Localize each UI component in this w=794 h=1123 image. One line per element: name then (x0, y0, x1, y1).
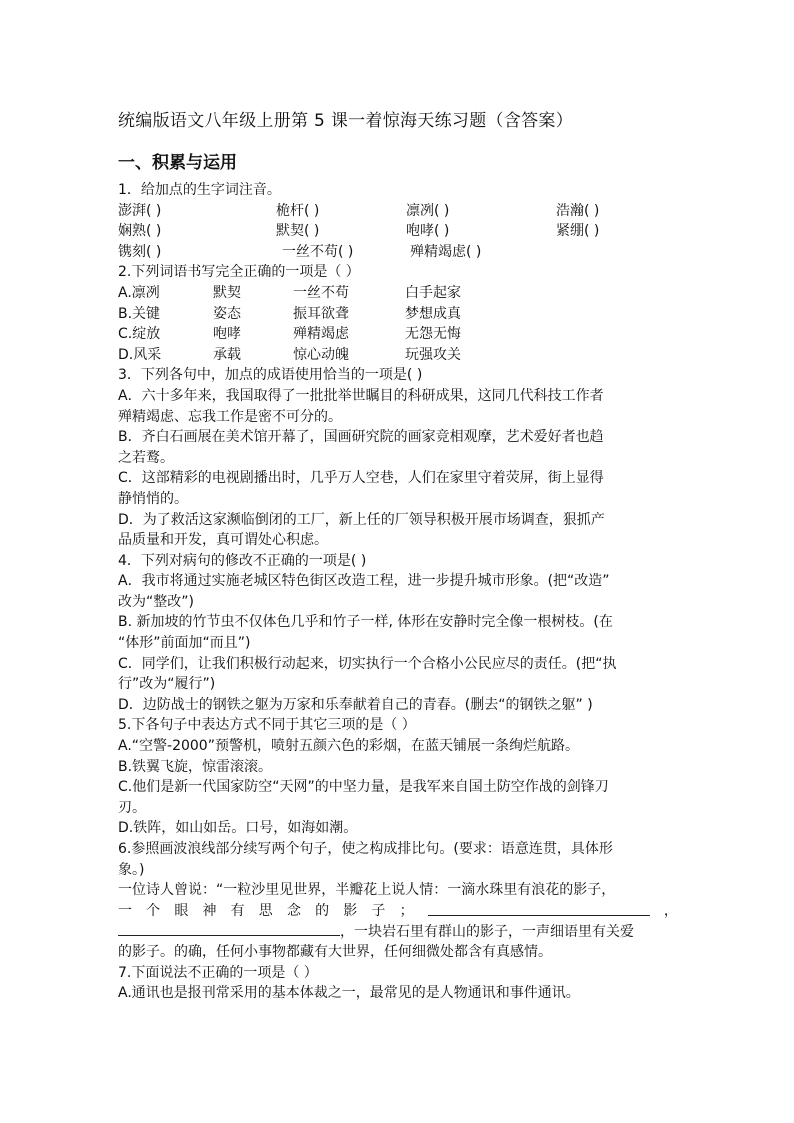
passage-char: 神 (202, 902, 217, 919)
option-word: 默契 (213, 284, 241, 301)
q6-passage-line1: 一位诗人曾说：“一粒沙里见世界，半瓣花上说人情：一滴水珠里有浪花的影子， (118, 882, 616, 899)
option-word: 梦想成真 (405, 305, 461, 322)
q3-option-d-line2: 品质量和开发，真可谓处心积虑。 (118, 532, 328, 549)
pinyin-item: 凛冽( ) (406, 202, 450, 219)
question-body (118, 180, 678, 1004)
pinyin-item: 殚精竭虑( ) (410, 243, 482, 260)
pinyin-item: 一丝不苟( ) (282, 243, 354, 260)
q4-option-c-line2: 行”改为“履行”) (118, 676, 216, 693)
option-word: C.绽放 (118, 326, 161, 343)
pinyin-item: 娴熟( ) (118, 223, 162, 240)
q7-stem: 7.下面说法不正确的一项是（ ） (118, 964, 318, 981)
option-word: A.凛冽 (118, 284, 160, 301)
passage-char: 念 (286, 902, 301, 919)
passage-char: ； (399, 902, 414, 919)
q1-row1 (118, 201, 678, 222)
option-word: 玩强攻关 (405, 346, 461, 363)
q3-option-b-line2: 之若鹜。 (118, 449, 174, 466)
option-word: 姿态 (213, 305, 241, 322)
passage-char: 子 (371, 902, 386, 919)
option-word: 无怨无悔 (405, 326, 461, 343)
q5-stem: 5.下各句子中表达方式不同于其它三项的是（ ） (118, 717, 416, 734)
q3-option-a-line1: A．六十多年来，我国取得了一批批举世瞩目的科研成果，这同几代科技工作者 (118, 387, 604, 404)
pinyin-item: 紧绷( ) (556, 223, 600, 240)
answer-blank[interactable] (428, 901, 650, 916)
q5-option-d: D.铁阵，如山如岳。口号，如海如潮。 (118, 820, 358, 837)
q1-stem: 1．给加点的生字词注音。 (118, 182, 281, 198)
q6-passage-line4: 的影子。的确，任何小事物都藏有大世界，任何细微处都含有真感情。 (118, 943, 552, 960)
pinyin-item: 默契( ) (276, 223, 320, 240)
passage-char: 一 (118, 902, 132, 919)
q2-option-c (118, 324, 678, 345)
q3-option-c-line2: 静悄悄的。 (118, 490, 188, 507)
passage-char: 的 (315, 902, 330, 919)
pinyin-item: 咆哮( ) (406, 223, 450, 240)
passage-char: 眼 (174, 902, 189, 919)
q2-option-a (118, 283, 678, 304)
option-word: D.风采 (118, 346, 162, 363)
pinyin-item: 桅杆( ) (276, 202, 320, 219)
page-title: 统编版语文八年级上册第 5 课一着惊海天练习题（含答案） (118, 111, 574, 131)
q6-stem-line2: 象。) (118, 861, 145, 878)
option-word: 一丝不苟 (293, 284, 349, 301)
q7-option-a: A.通讯也是报刊常采用的基本体裁之一，最常见的是人物通讯和事件通讯。 (118, 985, 580, 1002)
option-word: 白手起家 (405, 284, 461, 301)
passage-char: ， (663, 902, 678, 919)
q5-option-b: B.铁翼飞旋，惊雷滚滚。 (118, 758, 273, 775)
q4-option-a-line1: A．我市将通过实施老城区特色街区改造工程，进一步提升城市形象。(把“改造” (118, 573, 610, 590)
q5-option-c-line1: C.他们是新一代国家防空“天网”的中坚力量，是我军来自国土防空作战的剑锋刀 (118, 779, 609, 796)
q3-option-d-line1: D．为了救活这家濒临倒闭的工厂，新上任的厂领导积极开展市场调查，狠抓产 (118, 511, 605, 528)
q6-passage-line3 (118, 921, 678, 942)
q1-row3 (118, 242, 678, 263)
q5-option-a: A.“空警-2000”预警机，喷射五颜六色的彩烟，在蓝天铺展一条绚烂航路。 (118, 738, 579, 755)
q4-option-b-line1: B. 新加坡的竹节虫不仅体色几乎和竹子一样, 体形在安静时完全像一根树枝。(在 (118, 614, 613, 631)
option-word: 咆哮 (213, 326, 241, 343)
q2-stem: 2.下列词语书写完全正确的一项是（ ） (118, 264, 360, 281)
pinyin-item: 澎湃( ) (118, 202, 162, 219)
passage-text: ，一块岩石里有群山的影子，一声细语里有关爱 (340, 924, 634, 941)
q6-passage-line2 (118, 901, 678, 922)
option-word: 惊心动魄 (293, 346, 349, 363)
passage-char: 有 (230, 902, 245, 919)
q3-option-b-line1: B．齐白石画展在美术馆开幕了，国画研究院的画家竞相观摩，艺术爱好者也趋 (118, 429, 604, 446)
q4-option-d: D．边防战士的钢铁之躯为万家和乐奉献着自己的青春。(删去“的钢铁之躯” ) (118, 696, 593, 713)
section-heading: 一、积累与运用 (118, 153, 237, 173)
q2-option-d (118, 345, 678, 366)
q3-option-c-line1: C．这部精彩的电视剧播出时，几乎万人空巷，人们在家里守着荧屏，街上显得 (118, 470, 604, 487)
passage-char: 影 (343, 902, 358, 919)
passage-char: 个 (146, 902, 161, 919)
q6-stem-line1: 6.参照画波浪线部分续写两个句子，使之构成排比句。(要求：语意连贯，具体形 (118, 841, 613, 857)
option-word: B.关键 (118, 305, 161, 322)
q4-stem: 4．下列对病句的修改不正确的一项是( ) (118, 552, 367, 569)
q5-option-c-line2: 刃。 (118, 799, 146, 816)
q4-option-a-line2: 改为“整改”) (118, 593, 194, 610)
pinyin-item: 浩瀚( ) (556, 202, 600, 219)
option-word: 殚精竭虑 (293, 326, 349, 343)
answer-blank[interactable] (118, 921, 340, 936)
q4-option-c-line1: C．同学们，让我们积极行动起来，切实执行一个合格小公民应尽的责任。(把“执 (118, 655, 617, 672)
passage-char: 思 (258, 902, 273, 919)
q3-stem: 3．下列各句中，加点的成语使用恰当的一项是( ) (118, 367, 423, 384)
q3-option-a-line2: 殚精竭虑、忘我工作是密不可分的。 (118, 408, 342, 425)
q2-option-b (118, 304, 678, 325)
pinyin-item: 镌刻( ) (118, 243, 162, 260)
option-word: 承载 (213, 346, 241, 363)
q1-row2 (118, 221, 678, 242)
q4-option-b-line2: “体形”前面加“而且”) (118, 635, 251, 652)
option-word: 振耳欲聋 (293, 305, 349, 322)
